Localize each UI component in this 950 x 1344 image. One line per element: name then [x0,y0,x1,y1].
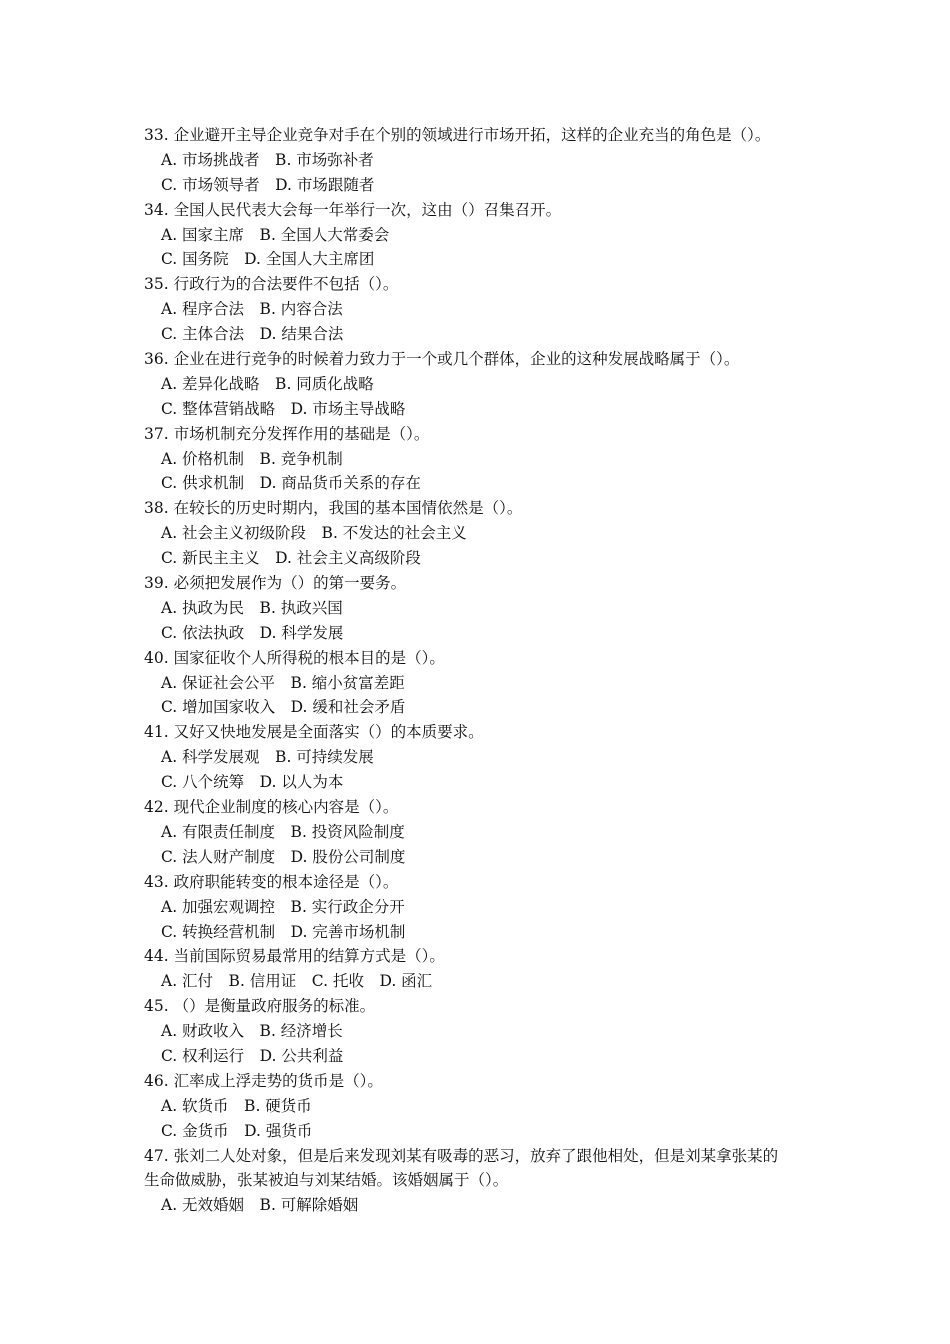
options-43-cd: C. 转换经营机制 D. 完善市场机制 [161,922,406,941]
options-47-ab: A. 无效婚姻 B. 可解除婚姻 [161,1196,359,1215]
question-47-line-2: 生命做威胁，张某被迫与刘某结婚。该婚姻属于（）。 [144,1171,509,1190]
options-39-ab: A. 执政为民 B. 执政兴国 [161,598,343,617]
options-37-ab: A. 价格机制 B. 竞争机制 [161,449,343,468]
options-39-cd: C. 依法执政 D. 科学发展 [161,623,344,642]
options-37-cd: C. 供求机制 D. 商品货币关系的存在 [161,474,421,493]
options-46-cd: C. 金货币 D. 强货币 [161,1121,313,1140]
question-37: 37. 市场机制充分发挥作用的基础是（）。 [144,424,430,443]
question-47-line-1: 47. 张刘二人处对象，但是后来发现刘某有吸毒的恶习，放弃了跟他相处，但是刘某拿张某的 [144,1146,779,1165]
question-35: 35. 行政行为的合法要件不包括（）。 [144,275,399,294]
options-45-ab: A. 财政收入 B. 经济增长 [161,1022,343,1041]
question-39: 39. 必须把发展作为（）的第一要务。 [144,574,407,593]
options-45-cd: C. 权利运行 D. 公共利益 [161,1046,344,1065]
question-40: 40. 国家征收个人所得税的根本目的是（）。 [144,648,445,667]
options-42-cd: C. 法人财产制度 D. 股份公司制度 [161,847,406,866]
options-36-cd: C. 整体营销战略 D. 市场主导战略 [161,399,406,418]
options-34-ab: A. 国家主席 B. 全国人大常委会 [161,225,390,244]
question-36: 36. 企业在进行竞争的时候着力致力于一个或几个群体，企业的这种发展战略属于（）。 [144,350,740,369]
question-33: 33. 企业避开主导企业竞争对手在个别的领域进行市场开拓，这样的企业充当的角色是（）。 [144,126,771,144]
options-35-ab: A. 程序合法 B. 内容合法 [161,300,343,319]
question-46: 46. 汇率成上浮走势的货币是（）。 [144,1071,383,1090]
options-34-cd: C. 国务院 D. 全国人大主席团 [161,250,375,269]
options-38-ab: A. 社会主义初级阶段 B. 不发达的社会主义 [161,524,467,543]
options-38-cd: C. 新民主主义 D. 社会主义高级阶段 [161,549,421,568]
question-45: 45. （）是衡量政府服务的标准。 [144,997,376,1016]
options-44-abcd: A. 汇付 B. 信用证 C. 托收 D. 函汇 [161,972,433,991]
options-41-ab: A. 科学发展观 B. 可持续发展 [161,748,374,767]
options-36-ab: A. 差异化战略 B. 同质化战略 [161,374,374,393]
question-38: 38. 在较长的历史时期内，我国的基本国情依然是（）。 [144,499,523,518]
options-40-ab: A. 保证社会公平 B. 缩小贫富差距 [161,673,405,692]
question-41: 41. 又好又快地发展是全面落实（）的本质要求。 [144,723,484,742]
options-35-cd: C. 主体合法 D. 结果合法 [161,325,344,344]
question-list [144,123,814,1218]
options-40-cd: C. 增加国家收入 D. 缓和社会矛盾 [161,698,406,717]
question-34: 34. 全国人民代表大会每一年举行一次，这由（）召集召开。 [144,200,562,219]
options-41-cd: C. 八个统筹 D. 以人为本 [161,773,344,792]
question-44: 44. 当前国际贸易最常用的结算方式是（）。 [144,947,445,966]
options-43-ab: A. 加强宏观调控 B. 实行政企分开 [161,897,405,916]
options-33-ab: A. 市场挑战者 B. 市场弥补者 [161,150,374,169]
options-33-cd: C. 市场领导者 D. 市场跟随者 [161,175,375,194]
question-42: 42. 现代企业制度的核心内容是（）。 [144,798,399,817]
options-42-ab: A. 有限责任制度 B. 投资风险制度 [161,822,405,841]
question-43: 43. 政府职能转变的根本途径是（）。 [144,872,399,891]
options-46-ab: A. 软货币 B. 硬货币 [161,1096,312,1115]
